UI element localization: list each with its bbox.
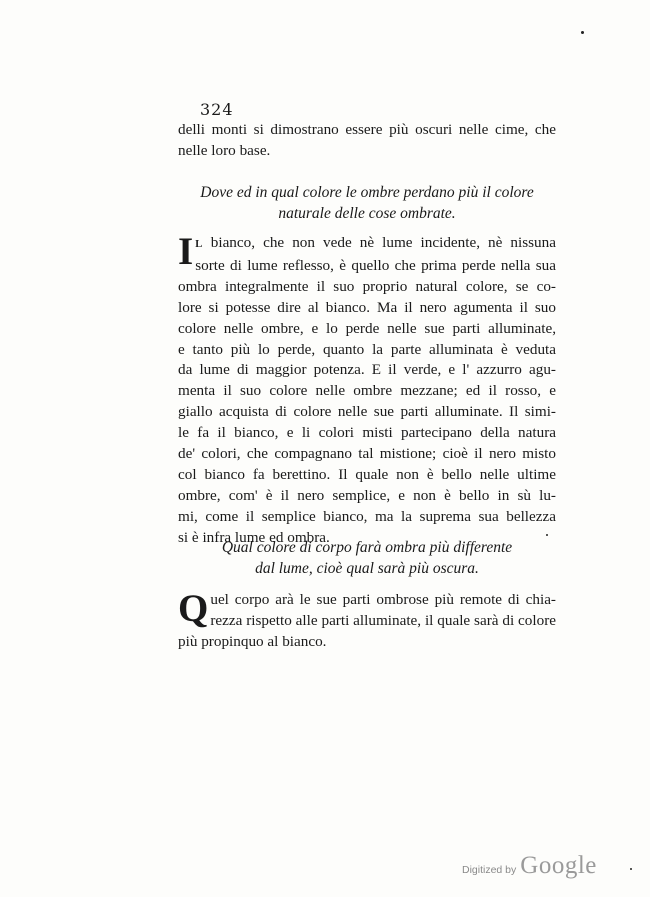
drop-cap: Q	[178, 587, 209, 630]
speck-mark	[630, 868, 632, 870]
text-line: da lume di maggior potenza. E il verde, e l' azzurro agu-	[178, 361, 556, 379]
watermark-prefix: Digitized by	[462, 864, 517, 876]
text-line: sorte di lume reflesso, è quello che prima perde nella sua	[195, 256, 556, 274]
text-line: si è infra lume ed ombra.	[178, 528, 330, 546]
text-line: menta il suo colore nelle ombre mezzane; ed il rosso, e	[178, 382, 556, 400]
digitized-by-google-watermark	[462, 852, 597, 880]
small-cap: L	[195, 239, 203, 250]
text-line-content: bianco, che non vede nè lume incidente, nè nissuna	[202, 234, 556, 251]
intro-text	[178, 120, 556, 162]
text-line: ombre, com' è il nero semplice, e non è bello in sù lu-	[178, 486, 556, 504]
heading-line: naturale delle cose ombrate.	[278, 204, 456, 222]
speck-mark	[581, 31, 584, 34]
text-line: nelle loro base.	[178, 141, 271, 159]
heading-line: Qual colore di corpo farà ombra più differente	[221, 539, 513, 556]
paragraph-1	[178, 230, 556, 549]
drop-cap: I	[178, 230, 194, 273]
section-heading-2	[178, 538, 556, 579]
paragraph-2	[178, 587, 556, 653]
speck-mark	[546, 534, 548, 536]
text-line: e tanto più lo perde, quanto la parte alluminata è veduta	[178, 340, 556, 358]
text-line: rezza rispetto alle parti alluminate, il quale sarà di colore	[210, 611, 556, 629]
google-logo: Google	[520, 852, 597, 879]
text-line: colore nelle ombre, e lo perde nelle sue parti alluminate,	[178, 319, 556, 337]
section-heading-1	[178, 183, 556, 224]
heading-line: Dove ed in qual colore le ombre perdano più il colore	[200, 184, 534, 201]
page-number: 324	[200, 100, 234, 119]
heading-line: dal lume, cioè qual sarà più oscura.	[255, 559, 479, 577]
text-line: mi, come il semplice bianco, ma la suprema sua bellezza	[178, 507, 556, 525]
text-line: de' colori, che compagnano tal mistione; cioè il nero misto	[178, 445, 556, 463]
text-line: uel corpo arà le sue parti ombrose più remote di chia-	[210, 591, 556, 608]
text-line: le fa il bianco, e li colori misti partecipano della natura	[178, 424, 556, 442]
text-line: più propinquo al bianco.	[178, 632, 327, 650]
text-line: delli monti si dimostrano essere più oscuri nelle cime, che	[178, 121, 556, 138]
text-line	[178, 233, 556, 256]
text-line: col bianco fa berettino. Il quale non è bello nelle ultime	[178, 465, 556, 483]
text-line: ombra integralmente il suo proprio natural colore, se co-	[178, 277, 556, 295]
text-line: lore si potesse dire al bianco. Ma il nero agumenta il suo	[178, 298, 556, 316]
text-line: giallo acquista di colore nelle sue parti alluminate. Il simi-	[178, 403, 556, 421]
